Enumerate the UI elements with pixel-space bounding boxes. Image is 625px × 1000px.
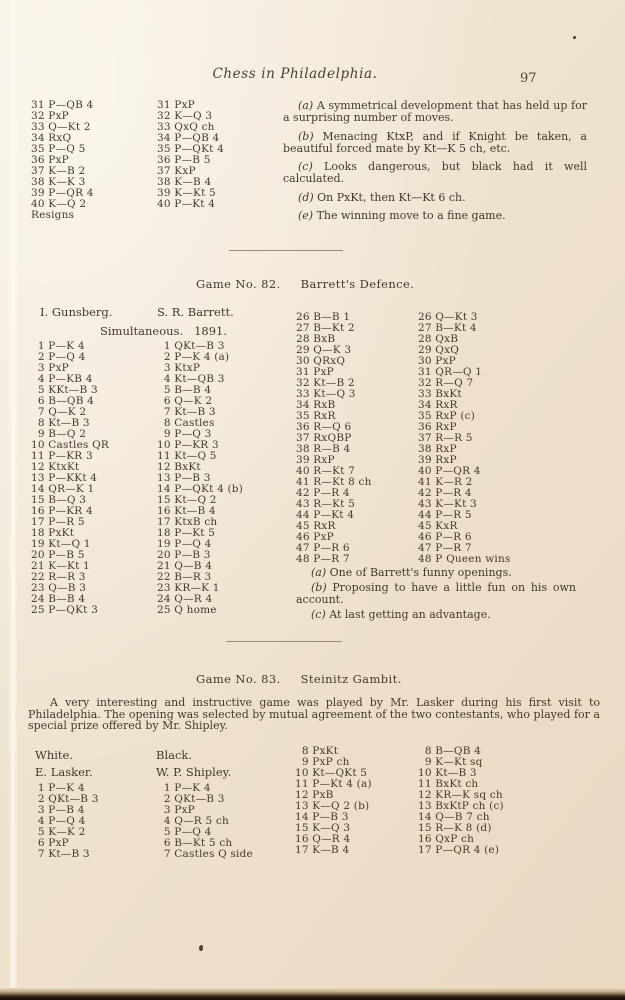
page-number: 97 [520, 71, 537, 86]
game82-heading [196, 277, 414, 291]
game83-moves-white-8-17 [295, 746, 372, 856]
move-row: 31 P—QB 4 [31, 99, 94, 111]
move-row: 6 PxP [31, 837, 69, 849]
move-row: 13 P—B 3 [157, 472, 211, 484]
move-row: 33 QxQ ch [157, 121, 215, 133]
move-row: 43 R—Kt 5 [296, 498, 355, 510]
note-label: (c) [298, 160, 313, 173]
move-row: 18 P—Kt 5 [157, 527, 216, 539]
game83-white-player: E. Lasker. [35, 765, 93, 779]
move-row: 29 QxQ [418, 344, 460, 356]
move-row: 44 P—R 5 [418, 509, 472, 521]
move-row: 34 P—QB 4 [157, 132, 220, 144]
move-row: 31 PxP [157, 99, 195, 111]
move-row: 5 B—B 4 [157, 384, 212, 396]
annotation-note: (a) One of Barrett's funny openings. [311, 566, 512, 579]
move-row: 48 P—R 7 [296, 553, 350, 565]
note-label: (b) [311, 581, 327, 594]
move-row: 3 P—B 4 [31, 804, 85, 816]
move-row: 29 Q—K 3 [296, 344, 352, 356]
move-row: 9 K—Kt sq [418, 756, 483, 768]
annotation-note: (e) The winning move to a fine game. [298, 209, 506, 222]
move-row: 35 P—Q 5 [31, 143, 86, 155]
move-row: 40 P—Kt 4 [157, 198, 216, 210]
game83-intro-paragraph: A very interesting and instructive game was played by Mr. Lasker during his first visit to Philadelphia. The opening was selected by mutual agreement of the two contestants, who played for a special prize offered by Mr. Shipley. [28, 696, 600, 732]
move-row: 17 P—R 5 [31, 516, 85, 528]
move-row: 1 QKt—B 3 [157, 340, 225, 352]
move-row: 14 P—B 3 [295, 811, 349, 823]
move-row: 27 B—Kt 2 [296, 322, 355, 334]
move-row: 45 RxR [296, 520, 336, 532]
move-row: 7 Kt—B 3 [157, 406, 216, 418]
move-row: 1 P—K 4 [31, 782, 85, 794]
note-label: (a) [311, 566, 327, 579]
move-row: 27 B—Kt 4 [418, 322, 477, 334]
move-row: 2 P—Q 4 [31, 351, 86, 363]
move-row: 13 BxKtP ch (c) [418, 800, 504, 812]
annotation-notes-top [283, 100, 587, 229]
move-row: 41 R—Kt 8 ch [296, 476, 372, 488]
game82-moves-white-1-25 [31, 341, 109, 616]
game83-moves-black-8-17 [418, 746, 504, 856]
page-gutter-highlight [8, 0, 18, 1000]
move-row: 23 KR—K 1 [157, 582, 220, 594]
move-row: 8 PxKt [295, 745, 339, 757]
move-row: 22 R—R 3 [31, 571, 86, 583]
move-row: 6 Q—K 2 [157, 395, 213, 407]
move-row: 19 Kt—Q 1 [31, 538, 91, 550]
move-row: 16 QxP ch [418, 833, 475, 845]
section-separator [226, 641, 342, 642]
annotation-note: (d) On PxKt, then Kt—Kt 6 ch. [298, 190, 466, 204]
move-row: 36 P—B 5 [157, 154, 211, 166]
move-row: 45 KxR [418, 520, 458, 532]
game83-black-label: Black. [156, 748, 193, 762]
move-row: 37 K—B 2 [31, 165, 86, 177]
move-row: 37 R—R 5 [418, 432, 473, 444]
ink-speck [199, 945, 203, 951]
move-row: 25 Q home [157, 604, 217, 616]
move-row: 23 Q—B 3 [31, 582, 87, 594]
move-row: 47 P—R 6 [296, 542, 350, 554]
move-row: 3 PxP [31, 362, 69, 374]
move-row: 33 Q—Kt 2 [31, 121, 91, 133]
move-row: 37 KxP [157, 165, 196, 177]
move-row: 35 RxP (c) [418, 410, 476, 422]
move-row: 43 K—Kt 3 [418, 498, 477, 510]
move-row: 38 K—B 4 [157, 176, 212, 188]
move-row: 5 P—Q 4 [157, 826, 212, 838]
move-row: 7 Kt—B 3 [31, 848, 90, 860]
move-row: 25 P—QKt 3 [31, 604, 98, 616]
game83-moves-white-1-7 [31, 783, 99, 860]
move-row: 32 Kt—B 2 [296, 377, 355, 389]
move-row: 2 QKt—B 3 [157, 793, 225, 805]
move-row: 8 Kt—B 3 [31, 417, 90, 429]
move-row: 16 P—KR 4 [31, 505, 93, 517]
move-row: 38 RxP [418, 443, 457, 455]
move-row: 48 P Queen wins [418, 553, 511, 565]
move-row: 30 QRxQ [296, 355, 346, 367]
move-row: 8 Castles [157, 417, 215, 429]
move-row: 37 RxQBP [296, 432, 352, 444]
move-row: 15 R—K 8 (d) [418, 822, 492, 834]
annotation-note: (b) Menacing KtxP, and if Knight be taken, a beautiful forced mate by Kt—K 5 ch, etc. [283, 129, 587, 155]
move-row: 26 B—B 1 [296, 311, 351, 323]
move-row: 13 K—Q 2 (b) [295, 800, 370, 812]
move-row: 17 K—B 4 [295, 844, 350, 856]
section-separator [229, 250, 343, 251]
move-row: 16 Kt—B 4 [157, 505, 216, 517]
move-row: 34 RxR [418, 399, 458, 411]
move-row: 20 P—B 3 [157, 549, 211, 561]
move-row: 4 Kt—QB 3 [157, 373, 225, 385]
move-row: 4 P—KB 4 [31, 373, 93, 385]
move-row: 15 K—Q 3 [295, 822, 351, 834]
move-row: 35 RxR [296, 410, 336, 422]
move-row: 38 R—B 4 [296, 443, 351, 455]
move-row: 14 P—QKt 4 (b) [157, 483, 244, 495]
move-row: 39 RxP [418, 454, 457, 466]
game83-number: Game No. 83. [196, 672, 281, 686]
move-row: 9 B—Q 2 [31, 428, 87, 440]
note-label: (a) [298, 99, 314, 112]
move-row: 33 Kt—Q 3 [296, 388, 356, 400]
move-row: 34 RxQ [31, 132, 72, 144]
move-row: 10 P—KR 3 [157, 439, 219, 451]
move-row: 3 PxP [157, 804, 195, 816]
move-row: 24 B—B 4 [31, 593, 86, 605]
move-row: 28 BxB [296, 333, 336, 345]
move-row: 14 QR—K 1 [31, 483, 95, 495]
move-row: 10 Castles QR [31, 439, 110, 451]
move-row: 30 PxP [418, 355, 456, 367]
move-row: 14 Q—B 7 ch [418, 811, 490, 823]
move-row: 40 R—Kt 7 [296, 465, 355, 477]
move-row: 40 P—QR 4 [418, 465, 481, 477]
move-row: 4 P—Q 4 [31, 815, 86, 827]
move-row: 44 P—Kt 4 [296, 509, 355, 521]
move-row: 34 RxB [296, 399, 336, 411]
game82-moves-white-26-48 [296, 312, 372, 565]
move-row: 39 K—Kt 5 [157, 187, 216, 199]
move-row: 19 P—Q 4 [157, 538, 212, 550]
move-row: 12 PxB [295, 789, 334, 801]
move-row: 1 P—K 4 [157, 782, 211, 794]
move-row: 46 P—R 6 [418, 531, 472, 543]
note-label: (d) [298, 190, 314, 204]
move-row: 16 Q—R 4 [295, 833, 351, 845]
game82-moves-black-1-25 [157, 341, 243, 616]
move-row: 39 RxP [296, 454, 335, 466]
move-row: 5 KKt—B 3 [31, 384, 98, 396]
move-row: 1 P—K 4 [31, 340, 85, 352]
move-row: 32 PxP [31, 110, 69, 122]
move-row: 2 QKt—B 3 [31, 793, 99, 805]
running-header-title: Chess in Philadelphia. [212, 66, 378, 82]
move-row: 31 PxP [296, 366, 334, 378]
move-row: 38 K—K 3 [31, 176, 86, 188]
move-row: 35 P—QKt 4 [157, 143, 224, 155]
move-row: 5 K—K 2 [31, 826, 86, 838]
move-row: 42 P—R 4 [296, 487, 350, 499]
move-row: 12 KR—K sq ch [418, 789, 503, 801]
move-row: 7 Castles Q side [157, 848, 253, 860]
move-row: 32 K—Q 3 [157, 110, 213, 122]
move-row: 13 P—KKt 4 [31, 472, 98, 484]
move-row: 18 PxKt [31, 527, 75, 539]
move-row: 10 Kt—B 3 [418, 767, 477, 779]
move-row: 36 RxP [418, 421, 457, 433]
move-row: 36 PxP [31, 154, 69, 166]
game82-black-player: S. R. Barrett. [157, 305, 234, 319]
move-row: 11 P—KR 3 [31, 450, 93, 462]
move-column-white-end [31, 100, 94, 221]
move-row: 11 BxKt ch [418, 778, 479, 790]
move-row: 6 B—QB 4 [31, 395, 95, 407]
game83-opening-name: Steinitz Gambit. [300, 672, 402, 686]
annotation-notes-game82 [296, 567, 576, 624]
annotation-note: (c) Looks dangerous, but black had it well calculated. [283, 160, 587, 185]
game82-event-line: Simultaneous. 1891. [100, 324, 228, 338]
move-row: 9 P—Q 3 [157, 428, 212, 440]
move-row: 15 B—Q 3 [31, 494, 87, 506]
move-row: 21 Q—B 4 [157, 560, 213, 572]
move-row: 36 R—Q 6 [296, 421, 352, 433]
game82-number: Game No. 82. [196, 277, 281, 291]
page-bottom-edge [0, 988, 625, 1000]
move-row: 12 KtxKt [31, 461, 80, 473]
move-row: 6 B—Kt 5 ch [157, 837, 233, 849]
move-row: 7 Q—K 2 [31, 406, 87, 418]
game83-black-player: W. P. Shipley. [156, 765, 232, 779]
move-row: 2 P—K 4 (a) [157, 351, 230, 363]
move-row: 3 KtxP [157, 362, 201, 374]
game83-moves-black-1-7 [157, 783, 253, 860]
annotation-note: (b) Proposing to have a little fun on his own account. [296, 581, 576, 606]
move-row: 9 PxP ch [295, 756, 350, 768]
move-row: 46 PxP [296, 531, 334, 543]
move-row: 21 K—Kt 1 [31, 560, 90, 572]
move-row: Resigns [31, 209, 75, 221]
game82-white-player: I. Gunsberg. [40, 305, 113, 319]
move-row: 31 QR—Q 1 [418, 366, 483, 378]
note-label: (e) [298, 209, 314, 222]
move-row: 8 B—QB 4 [418, 745, 482, 757]
move-row: 22 B—R 3 [157, 571, 212, 583]
move-row: 41 K—R 2 [418, 476, 473, 488]
game82-opening-name: Barrett's Defence. [300, 277, 415, 291]
move-row: 17 P—QR 4 (e) [418, 844, 500, 856]
note-label: (b) [298, 129, 314, 143]
move-row: 11 Kt—Q 5 [157, 450, 217, 462]
move-row: 11 P—Kt 4 (a) [295, 778, 372, 790]
game83-heading [196, 672, 402, 686]
ink-speck [573, 36, 576, 39]
move-row: 4 Q—R 5 ch [157, 815, 229, 827]
move-row: 42 P—R 4 [418, 487, 472, 499]
note-label: (c) [311, 608, 326, 621]
move-column-black-end [157, 100, 224, 210]
move-row: 20 P—B 5 [31, 549, 85, 561]
move-row: 24 Q—R 4 [157, 593, 213, 605]
move-row: 10 Kt—QKt 5 [295, 767, 368, 779]
move-row: 40 K—Q 2 [31, 198, 87, 210]
move-row: 39 P—QR 4 [31, 187, 94, 199]
move-row: 32 R—Q 7 [418, 377, 474, 389]
move-row: 33 BxKt [418, 388, 462, 400]
move-row: 28 QxB [418, 333, 459, 345]
move-row: 47 P—R 7 [418, 542, 472, 554]
move-row: 17 KtxB ch [157, 516, 218, 528]
game82-moves-black-26-48 [418, 312, 511, 565]
annotation-note: (a) A symmetrical development that has held up for a surprising number of moves. [283, 99, 587, 124]
game83-white-label: White. [35, 748, 73, 762]
move-row: 26 Q—Kt 3 [418, 311, 478, 323]
annotation-note: (c) At last getting an advantage. [311, 608, 491, 621]
move-row: 15 Kt—Q 2 [157, 494, 217, 506]
move-row: 12 BxKt [157, 461, 201, 473]
